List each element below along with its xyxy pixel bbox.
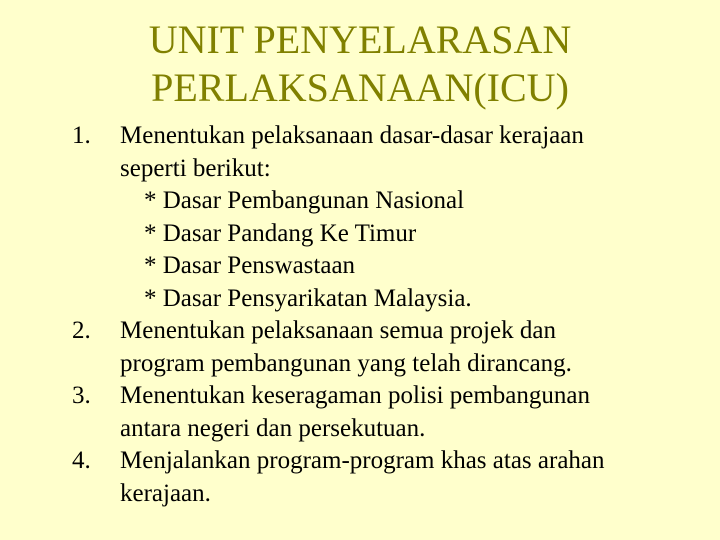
- list-number: 2.: [72, 317, 91, 344]
- sub-item: * Dasar Pembangunan Nasional: [144, 187, 465, 214]
- list-item-text: Menentukan keseragaman polisi pembangunan: [120, 382, 590, 409]
- sub-item: * Dasar Pandang Ke Timur: [144, 219, 417, 247]
- list-item-text: seperti berikut:: [120, 154, 271, 182]
- list-item-2: [0, 315, 720, 380]
- list-item-text: Menentukan pelaksanaan dasar-dasar kerajaan: [120, 122, 584, 149]
- slide-title: [0, 16, 720, 112]
- list-number: 1.: [72, 122, 91, 149]
- list-item-text: program pembangunan yang telah dirancang.: [120, 349, 572, 377]
- title-line-1: UNIT PENYELARASAN: [148, 17, 572, 62]
- sub-item: * Dasar Penswastaan: [144, 252, 356, 279]
- list-item-text: Menentukan pelaksanaan semua projek dan: [120, 317, 556, 344]
- title-line-2: PERLAKSANAAN(ICU): [151, 65, 569, 110]
- list-item-text: kerajaan.: [120, 479, 211, 507]
- sub-item: * Dasar Pensyarikatan Malaysia.: [144, 284, 472, 312]
- numbered-list: [0, 120, 720, 510]
- list-item-4: [0, 445, 720, 510]
- list-number: 3.: [72, 382, 91, 409]
- list-item-1: [0, 120, 720, 315]
- list-item-text: antara negeri dan persekutuan.: [120, 414, 426, 442]
- list-item-text: Menjalankan program-program khas atas arahan: [120, 447, 605, 474]
- list-number: 4.: [72, 447, 91, 474]
- list-item-3: [0, 380, 720, 445]
